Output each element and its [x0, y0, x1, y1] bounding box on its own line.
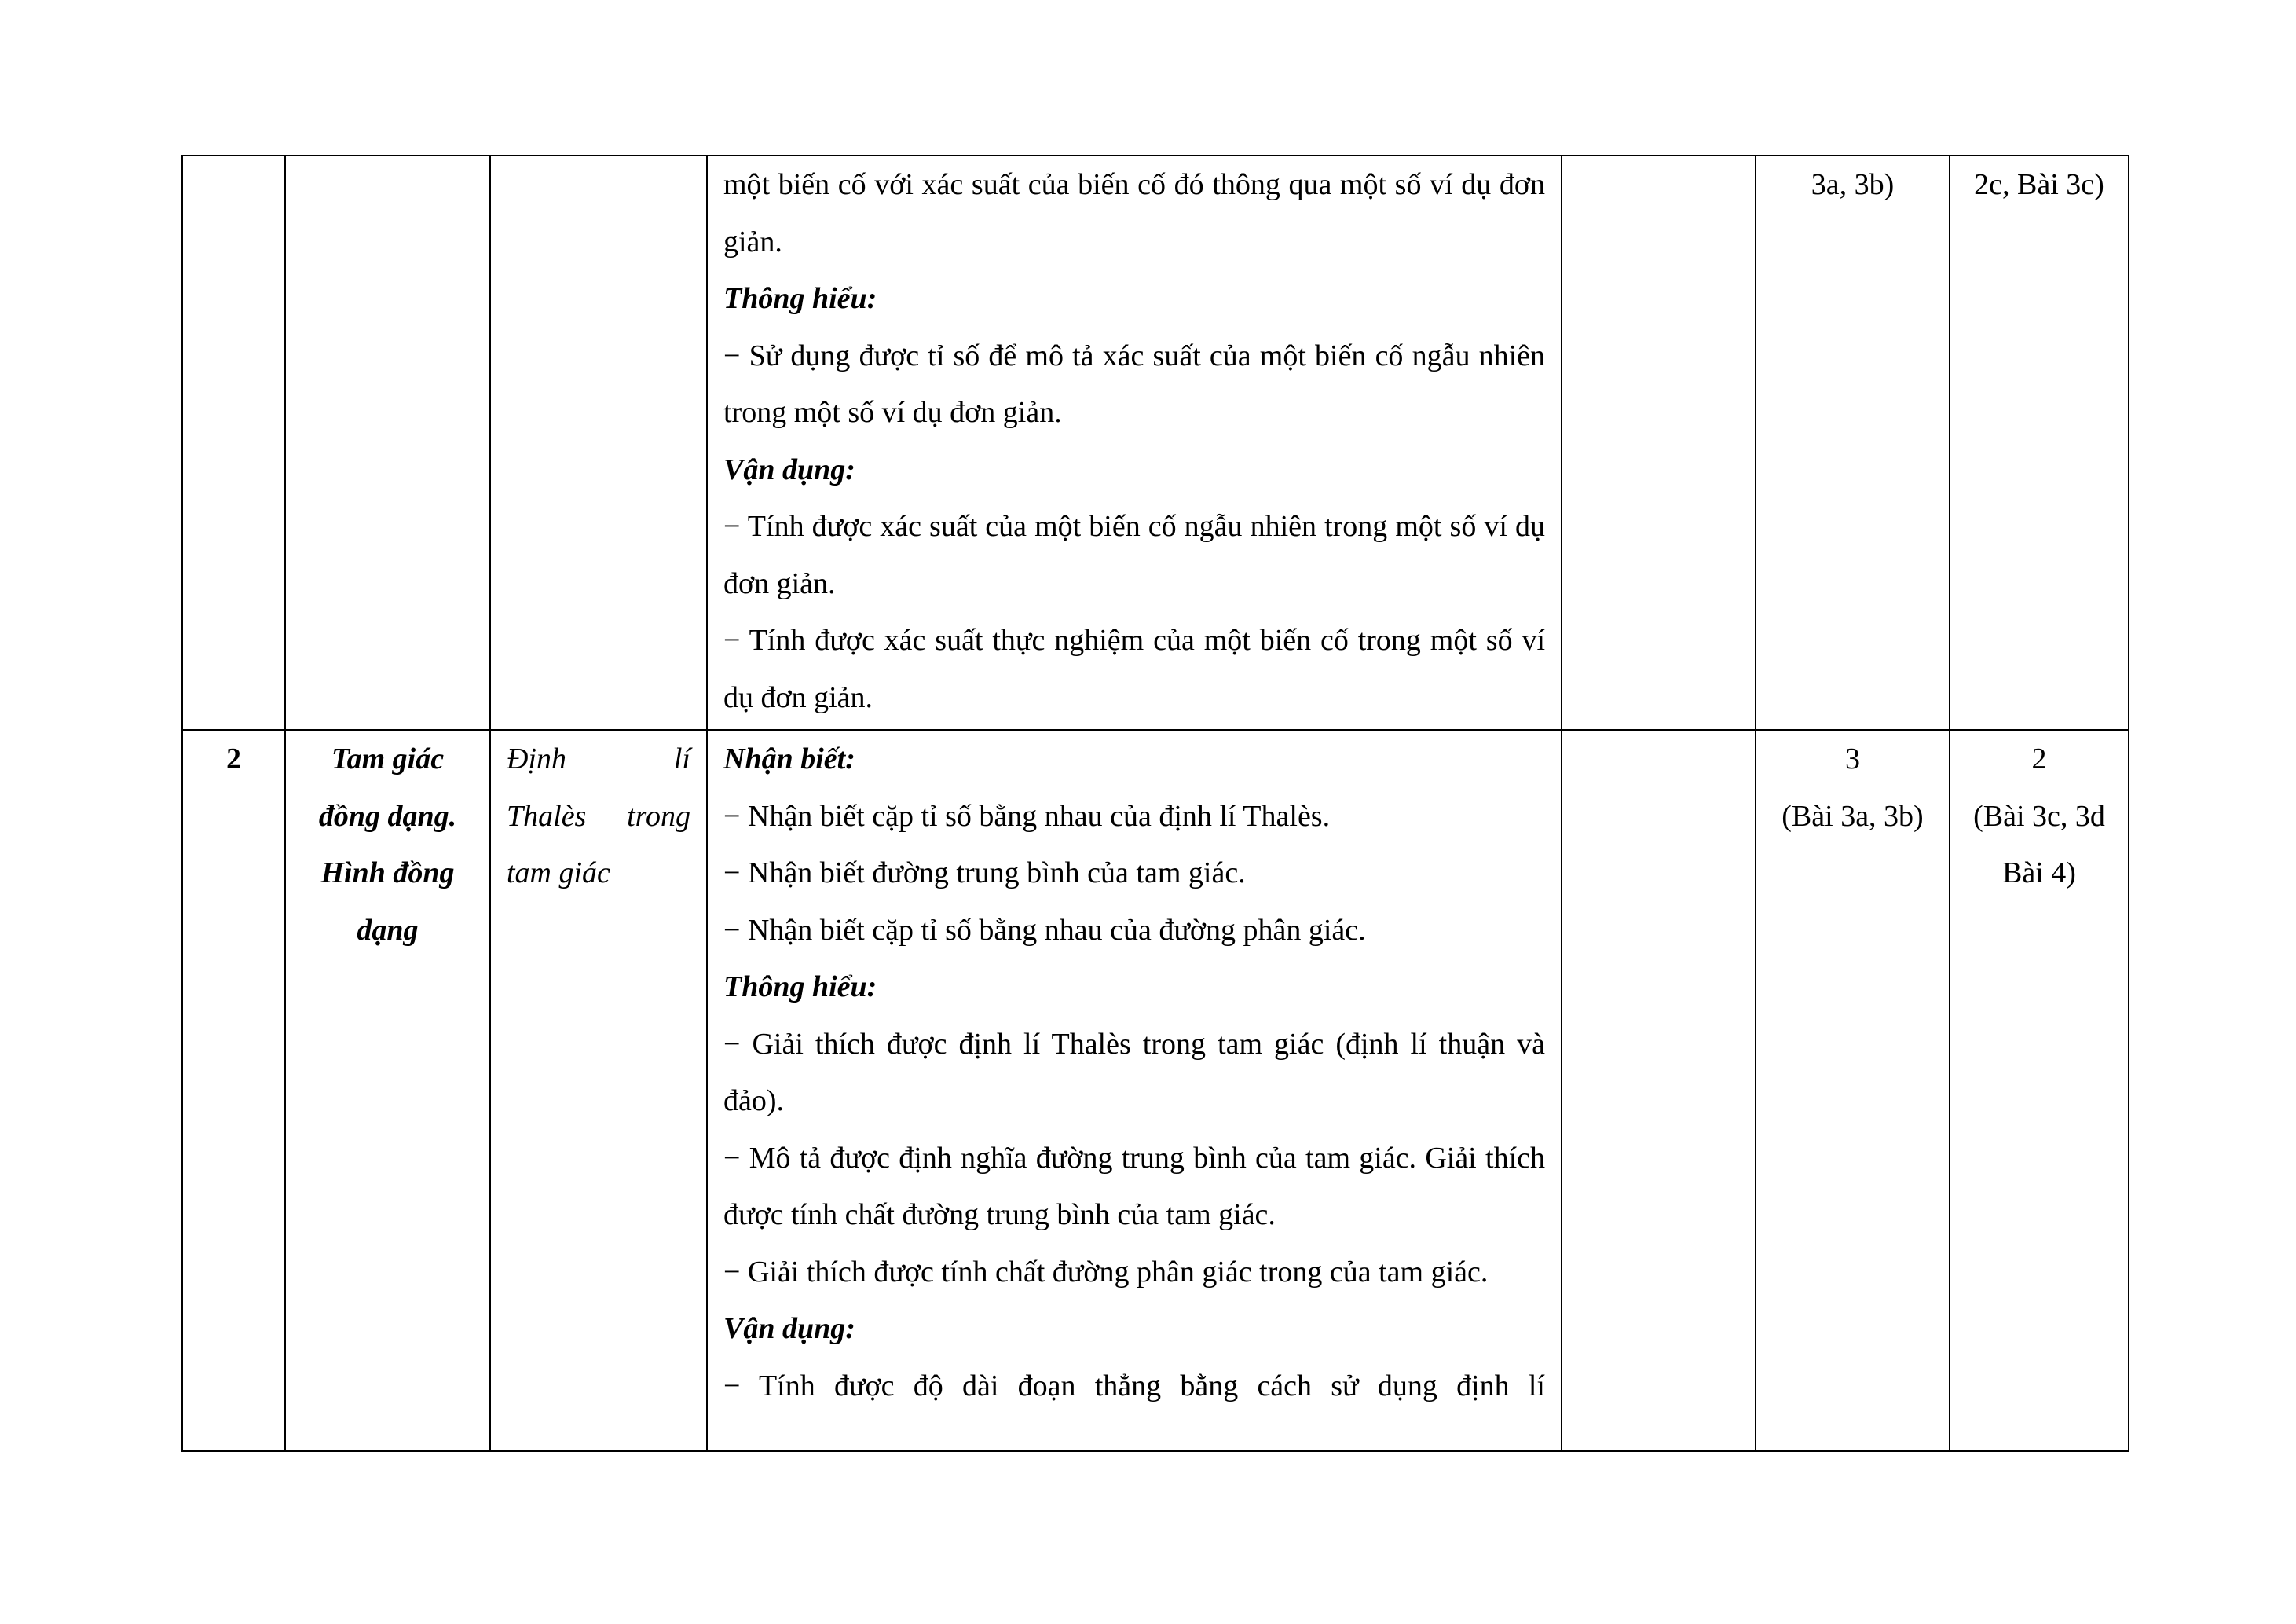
question-ref: 3a, 3b)	[1811, 168, 1895, 201]
unit-line: tam giác	[507, 856, 610, 889]
content-text: một biến cố với xác suất của biến cố đó thông qua một số ví dụ đơn giản.	[723, 168, 1545, 258]
empty-cell	[1562, 730, 1756, 1451]
question-count-cell	[1950, 156, 2129, 730]
assessment-matrix-table	[181, 155, 2129, 1452]
content-text: − Tính được xác suất thực nghiệm của một biến cố trong một số ví dụ đơn giản.	[723, 624, 1545, 714]
content-text: − Nhận biết cặp tỉ số bằng nhau của định lí Thalès.	[723, 799, 1331, 833]
unit-line: Thalès trong	[507, 799, 690, 833]
question-ref: (Bài 3c, 3d	[1973, 799, 2105, 833]
question-count: 3	[1845, 742, 1860, 775]
topic-line: Hình đồng	[320, 856, 455, 889]
question-count-cell	[1756, 730, 1950, 1451]
content-text: − Sử dụng được tỉ số để mô tả xác suất của một biến cố ngẫu nhiên trong một số ví dụ đơn giản.	[723, 339, 1545, 429]
question-count-cell	[1950, 730, 2129, 1451]
empty-cell	[1562, 156, 1756, 730]
content-text: − Tính được độ dài đoạn thẳng bằng cách sử dụng định lí	[723, 1369, 1545, 1402]
level-heading: Thông hiểu:	[723, 282, 877, 315]
content-cell	[707, 156, 1562, 730]
content-text: − Giải thích được tính chất đường phân giác trong của tam giác.	[723, 1255, 1489, 1289]
level-heading: Thông hiểu:	[723, 970, 877, 1003]
content-text: − Giải thích được định lí Thalès trong tam giác (định lí thuận và đảo).	[723, 1027, 1545, 1117]
level-heading: Vận dụng:	[723, 453, 855, 486]
topic-line: Tam giác	[331, 742, 445, 775]
content-text: − Tính được xác suất của một biến cố ngẫu nhiên trong một số ví dụ đơn giản.	[723, 510, 1545, 600]
content-cell	[707, 730, 1562, 1451]
table-row	[182, 156, 2129, 730]
table-row	[182, 730, 2129, 1451]
question-ref: (Bài 3a, 3b)	[1782, 799, 1924, 833]
content-text: − Nhận biết đường trung bình của tam giác.	[723, 856, 1246, 889]
level-heading: Nhận biết:	[723, 742, 855, 775]
topic-line: dạng	[357, 913, 419, 947]
level-heading: Vận dụng:	[723, 1312, 855, 1345]
unit-cell	[490, 156, 707, 730]
question-ref: Bài 4)	[2002, 856, 2076, 889]
question-count: 2	[2031, 742, 2047, 775]
unit-cell	[490, 730, 707, 1451]
unit-line: Định lí	[507, 742, 690, 775]
topic-line: đồng dạng.	[318, 799, 457, 833]
row-number-cell	[182, 156, 285, 730]
content-text: − Nhận biết cặp tỉ số bằng nhau của đường phân giác.	[723, 913, 1366, 947]
row-number: 2	[226, 742, 241, 775]
topic-cell	[285, 730, 490, 1451]
question-ref: 2c, Bài 3c)	[1974, 168, 2104, 201]
question-count-cell	[1756, 156, 1950, 730]
row-number-cell	[182, 730, 285, 1451]
content-text: − Mô tả được định nghĩa đường trung bình của tam giác. Giải thích được tính chất đường trung bình của tam giác.	[723, 1141, 1545, 1231]
topic-cell	[285, 156, 490, 730]
